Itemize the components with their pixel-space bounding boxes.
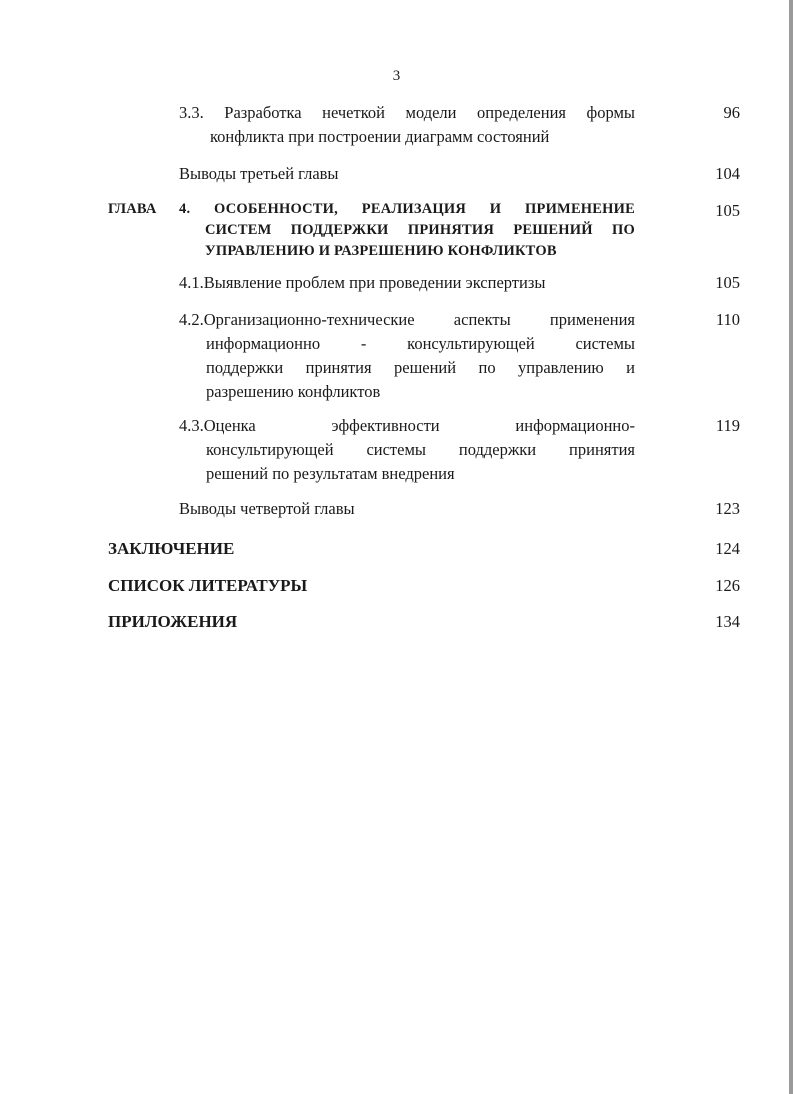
toc-entry-ch3-conclusions[interactable] [179, 162, 339, 186]
toc-entry-references[interactable]: СПИСОК ЛИТЕРАТУРЫ [108, 576, 308, 595]
toc-entry-4-2-page: 110 [715, 310, 740, 329]
toc-chapter-4-page: 105 [715, 201, 740, 220]
toc-chapter-4-line1: 4. ОСОБЕННОСТИ, РЕАЛИЗАЦИЯ И ПРИМЕНЕНИЕ [179, 201, 635, 217]
toc-entry-3-3[interactable] [179, 101, 635, 149]
toc-chapter-4-prefix: ГЛАВА [108, 201, 157, 217]
toc-chapter-4[interactable] [179, 199, 635, 262]
toc-entry-ch4-conclusions-page: 123 [715, 499, 740, 518]
toc-entry-ch3-conclusions-label: Выводы третьей главы [179, 164, 339, 183]
toc-entry-4-1-page: 105 [715, 273, 740, 292]
toc-chapter-4-line2: СИСТЕМ ПОДДЕРЖКИ ПРИНЯТИЯ РЕШЕНИЙ ПО [205, 222, 635, 238]
toc-entry-4-2[interactable] [179, 308, 635, 404]
toc-entry-4-3[interactable] [179, 414, 635, 486]
toc-entry-appendices-page: 134 [715, 612, 740, 631]
toc-entry-ch4-conclusions[interactable] [179, 497, 355, 521]
toc-entry-4-1-label: 4.1.Выявление проблем при проведении экспертизы [179, 273, 546, 292]
toc-entry-3-3-line2: конфликта при построении диаграмм состояний [210, 127, 550, 146]
toc-entry-3-3-page: 96 [723, 103, 740, 122]
toc-entry-4-2-line3: поддержки принятия решений по управлению и [206, 358, 635, 377]
toc-entry-4-2-line4: разрешению конфликтов [206, 382, 381, 401]
toc-entry-4-3-line3: решений по результатам внедрения [206, 464, 455, 483]
toc-chapter-4-line3: УПРАВЛЕНИЮ И РАЗРЕШЕНИЮ КОНФЛИКТОВ [205, 243, 557, 259]
page-number: 3 [392, 68, 401, 84]
toc-entry-4-2-line2: информационно - консультирующей системы [206, 334, 635, 353]
toc-entry-4-2-line1: 4.2.Организационно-технические аспекты применения [179, 310, 635, 329]
toc-entry-ch3-conclusions-page: 104 [715, 164, 740, 183]
toc-entry-references-page: 126 [715, 576, 740, 595]
page-edge [789, 0, 793, 1094]
toc-entry-conclusion-page: 124 [715, 539, 740, 558]
toc-entry-3-3-line1: 3.3. Разработка нечеткой модели определения формы [179, 103, 635, 122]
toc-entry-4-1[interactable] [179, 271, 545, 295]
toc-entry-4-3-line1: 4.3.Оценка эффективности информационно- [179, 416, 635, 435]
toc-entry-conclusion[interactable]: ЗАКЛЮЧЕНИЕ [108, 539, 235, 558]
toc-entry-4-3-page: 119 [715, 416, 740, 435]
toc-entry-4-3-line2: консультирующей системы поддержки принятия [206, 440, 635, 459]
toc-entry-appendices[interactable]: ПРИЛОЖЕНИЯ [108, 612, 238, 631]
toc-entry-ch4-conclusions-label: Выводы четвертой главы [179, 499, 355, 518]
